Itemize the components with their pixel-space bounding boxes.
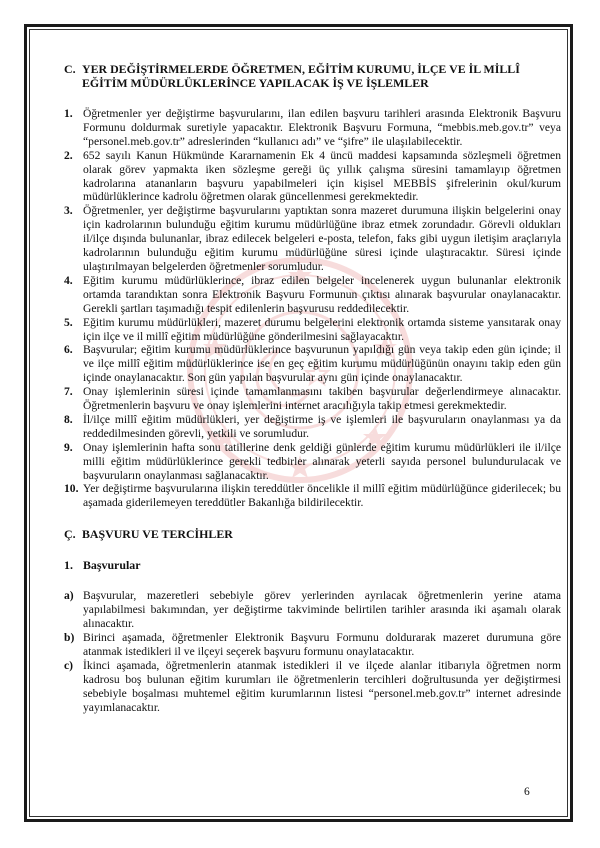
- section-c-heading: [64, 62, 561, 90]
- item-text: İl/ilçe millî eğitim müdürlükleri, yer değiştirme iş ve işlemleri ile başvuruların onaylanması ya da reddedilmesinden görevli, yetkili ve sorumludur.: [83, 412, 561, 440]
- item-number: 5.: [64, 315, 73, 329]
- list-item: [64, 385, 561, 413]
- list-item: [64, 149, 561, 205]
- section-c-title: YER DEĞİŞTİRMELERDE ÖĞRETMEN, EĞİTİM KURUMU, İLÇE VE İL MİLLÎ EĞİTİM MÜDÜRLÜKLERİNCE YAPILACAK İŞ VE İŞLEMLER: [82, 62, 520, 90]
- item-text: 652 sayılı Kanun Hükmünde Kararnamenin Ek 4 üncü maddesi kapsamında sözleşmeli öğretmen olarak görev yapmakta iken sözleşme gereği üç yıllık çalışma süresini tamamlayıp öğretmen kadrolarına atananların başvuru yapabilmeleri için kişisel MEBBİS şifrelerinin okul/kurum müdürlüklerince kadrolu öğretmen olarak güncellenmesi gerekmektedir.: [83, 148, 561, 204]
- item-number: 9.: [64, 440, 73, 454]
- item-text: Birinci aşamada, öğretmenler Elektronik Başvuru Formunu doldurarak mazeret durumuna göre atanmak istedikleri il ve ilçeyi seçerek başvuru formunu onaylatacaktır.: [83, 631, 561, 658]
- document-body: [64, 62, 561, 714]
- list-item: [64, 204, 561, 274]
- list-item: [64, 107, 561, 149]
- list-item: [64, 441, 561, 483]
- list-item: [64, 589, 561, 631]
- item-number: 8.: [64, 412, 73, 426]
- item-text: Başvurular; eğitim kurumu müdürlüklerince başvurunun yapıldığı gün veya takip eden gün içinde; il ve ilçe millî eğitim müdürlüklerince ise en geç eğitim kurumu müdürlüğünün onayını takip eden gün içinde onaylanacaktır. Son gün yapılan başvurular aynı gün içinde onaylanacaktır.: [83, 343, 561, 385]
- section-cc-title: BAŞVURU VE TERCİHLER: [82, 527, 233, 542]
- item-number: 7.: [64, 385, 73, 399]
- list-item: [64, 343, 561, 385]
- section-cc-label: Ç.: [64, 527, 76, 542]
- list-item: [64, 631, 561, 659]
- section-cc-heading: [64, 527, 561, 541]
- list-item: [64, 316, 561, 344]
- page-number: 6: [524, 786, 530, 798]
- item-letter: a): [64, 589, 74, 603]
- subsection-heading: [64, 558, 561, 572]
- item-text: Onay işlemlerinin hafta sonu tatillerine denk geldiği günlerde eğitim kurumu müdürlükleri ile il/ilçe milli eğitim müdürlüklerince gerekli tedbirler alınarak yeterli sayıda personel bulundurulacak ve başvuruların onaylanması sağlanacaktır.: [83, 440, 561, 482]
- section-c-label: C.: [64, 62, 76, 76]
- subsection-title: Başvurular: [83, 558, 141, 573]
- item-number: 6.: [64, 343, 73, 357]
- item-text: Eğitim kurumu müdürlüklerince, ibraz edilen belgeler incelenerek uygun bulunanlar elektronik ortamda tarandıktan sonra Elektronik Başvuru Formunun çıktısı alınarak başvurular onaylanacaktır. Gerekli şartları taşımadığı tespit edilenlerin başvurusu reddedilecektir.: [83, 273, 561, 315]
- item-letter: b): [64, 631, 75, 644]
- list-item: [64, 482, 561, 510]
- item-text: Öğretmenler yer değiştirme başvurularını, ilan edilen başvuru tarihleri arasında Elektronik Başvuru Formunu doldurmak suretiyle yapacaktır. Elektronik Başvuru Formuna, “mebbis.meb.gov.tr” veya “personel.meb.gov.tr” adreslerinden “kullanıcı adı” ve “şifre” ile ulaşılabilecektir.: [83, 107, 561, 148]
- item-number: 3.: [64, 204, 73, 218]
- subsection-number: 1.: [64, 558, 73, 573]
- item-number: 4.: [64, 273, 73, 287]
- item-number: 1.: [64, 107, 73, 120]
- item-text: Yer değiştirme başvurularına ilişkin tereddütler öncelikle il millî eğitim müdürlüğünce giderilecek; bu aşamada giderilemeyen tereddütler Bakanlığa bildirilecektir.: [83, 482, 561, 510]
- item-text: Onay işlemlerinin süresi içinde tamamlanmasını takiben başvurular değerlendirmeye alınacaktır. Öğretmenlerin başvuru ve onay işlemlerini internet aracılığıyla takip etmesi gerekmektedir.: [83, 385, 561, 413]
- item-text: Başvurular, mazeretleri sebebiyle görev yerlerinden ayrılacak öğretmenlerin yerine atama yapılabilmesi bakımından, yer değiştirme takviminde belirtilen tarihler arasında iki aşamalı olarak alınacaktır.: [83, 589, 561, 631]
- item-text: İkinci aşamada, öğretmenlerin atanmak istedikleri il ve ilçede alanlar itibarıyla öğretmen norm kadrosu boş bulunan eğitim kurumları ile öğretmenlerin tercihleri doğrultusunda yer değiştirmesi sebebiyle boşalması muhtemel eğitim kurumlarının listesi “personel.meb.gov.tr” internet adresinde yayımlanacaktır.: [83, 658, 561, 714]
- section-cc-list: [64, 589, 561, 714]
- item-letter: c): [64, 658, 74, 672]
- item-text: Eğitim kurumu müdürlükleri, mazeret durumu belgelerini elektronik ortamda sisteme yansıtarak onay için ilçe ve il millî eğitim müdürlüğüne gönderilmesini sağlayacaktır.: [83, 315, 561, 343]
- list-item: [64, 659, 561, 715]
- section-c-list: [64, 107, 561, 510]
- item-text: Öğretmenler, yer değiştirme başvurularını yaptıktan sonra mazeret durumuna ilişkin belgelerini onay için kadrolarının bulunduğu eğitim kurumu müdürlüğüne ibraz etmek zorundadır. Görevli oldukları il/ilçe dışında bulunanlar, ibraz edilecek belgeleri e-posta, telefon, faks gibi uygun iletişim araçlarıyla kadrolarının bulunduğu eğitim kurumu müdürlüğüne süresi içinde ulaştıracaktır. Süresi içinde ulaştırılmayan belgelerden öğretmenler sorumludur.: [83, 204, 561, 273]
- list-item: [64, 274, 561, 316]
- item-number: 2.: [64, 148, 73, 162]
- item-number: 10.: [64, 482, 79, 496]
- list-item: [64, 413, 561, 441]
